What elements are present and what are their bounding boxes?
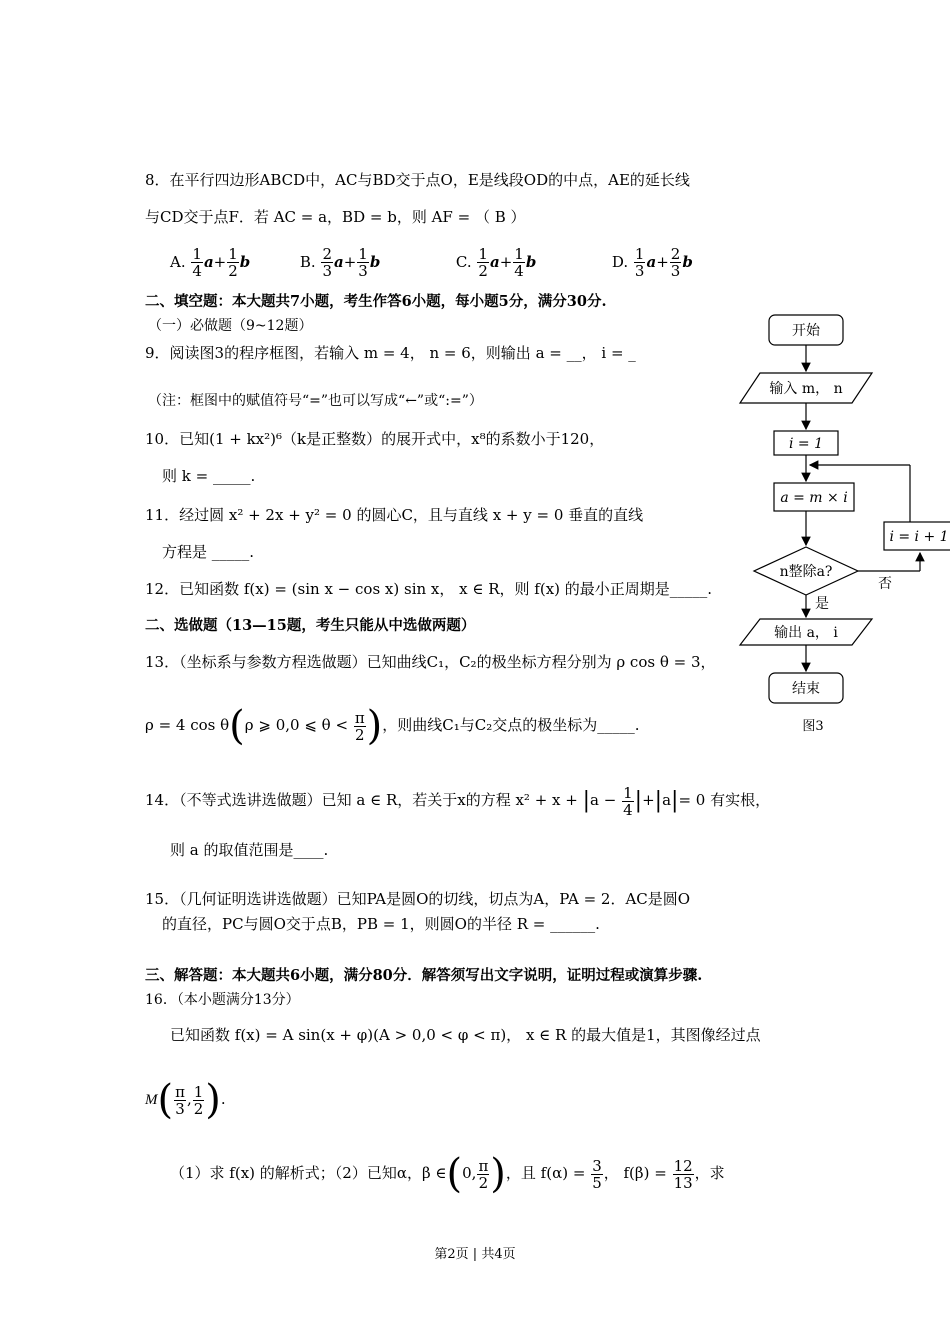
q8-line2 xyxy=(145,207,526,227)
section3-heading: 三、解答题：本大题共6小题，满分80分．解答须写出文字说明，证明过程或演算步骤. xyxy=(145,967,703,984)
q16-point-m: M( $\frac{\pi}{3}$ , $\frac{1}{2}$ ). xyxy=(145,1077,226,1123)
q16-line1: 已知函数 f(x) = A sin(x + φ)(A > 0,0 < φ < π)， x ∈ R 的最大值是1，其图像经过点 xyxy=(170,1026,761,1044)
q8-line1: 8．在平行四边形ABCD中，AC与BD交于点O，E是线段OD的中点，AE的延长线 xyxy=(145,171,690,189)
option-a: A. $\frac{1}{4}$ a+ $\frac{1}{2}$ b xyxy=(170,245,251,280)
q14-line2: 则 a 的取值范围是____. xyxy=(170,841,329,859)
q8-options xyxy=(170,246,693,279)
q16-parts: （1）求 f(x) 的解析式；（2）已知α，β ∈(0, $\frac{\pi}{2}$ )，且 f(α) = $\frac{3}{5}$ ， f(β) = $\frac{12}{13}$ ，求 xyxy=(170,1151,725,1197)
section2b-heading: 二、选做题（13—15题，考生只能从中选做两题） xyxy=(145,617,476,634)
q8-vectors: AC = a，BD = b，则 AF = xyxy=(273,208,471,226)
flow-output-label: 输出 a， i xyxy=(774,625,838,641)
q8-answer: （ B ） xyxy=(474,208,526,226)
q8-line2-pre: 与CD交于点F．若 xyxy=(145,208,269,226)
section2-heading: 二、填空题：本大题共7小题，考生作答6小题，每小题5分，满分30分. xyxy=(145,293,607,310)
q9-text: 9．阅读图3的程序框图，若输入 m = 4， n = 6，则输出 a = __， i = _ xyxy=(145,344,636,362)
flow-start-label: 开始 xyxy=(792,323,820,339)
q16-title: 16．（本小题满分13分） xyxy=(145,992,300,1008)
flow-init-label: i = 1 xyxy=(788,436,824,452)
q14-line1: 14．（不等式选讲选做题）已知 a ∈ R，若关于x的方程 x² + x + |a − $\frac{1}{4}$ |+|a|= 0 有实根， xyxy=(145,783,771,819)
q12-text: 12．已知函数 f(x) = (sin x − cos x) sin x， x ∈ R，则 f(x) 的最小正周期是_____. xyxy=(145,580,713,598)
figure-caption: 图3 xyxy=(802,719,824,734)
q11-line1: 11．经过圆 x² + 2x + y² = 0 的圆心C，且与直线 x + y = 0 垂直的直线 xyxy=(145,506,644,524)
q15-line2: 的直径，PC与圆O交于点B，PB = 1，则圆O的半径 R = ______. xyxy=(162,915,600,933)
flow-increment-label: i = i + 1 xyxy=(889,529,949,545)
q10-line2: 则 k = _____. xyxy=(162,467,256,485)
flowchart-figure3 xyxy=(730,305,950,749)
flow-assign-label: a = m × i xyxy=(780,490,848,506)
q13-line1: 13．（坐标系与参数方程选做题）已知曲线C₁，C₂的极坐标方程分别为 ρ cos θ = 3， xyxy=(145,653,716,671)
flow-yes-label: 是 xyxy=(815,596,829,612)
q11-line2: 方程是 _____. xyxy=(162,543,255,561)
q9-note: （注：框图中的赋值符号“=”也可以写成“←”或“:=”） xyxy=(148,393,483,409)
flow-input-label: 输入 m， n xyxy=(769,381,843,397)
q15-line1: 15．（几何证明选讲选做题）已知PA是圆O的切线，切点为A，PA = 2．AC是圆O xyxy=(145,890,691,908)
option-d: D. $\frac{1}{3}$ a+ $\frac{2}{3}$ b xyxy=(611,245,693,280)
q10-line1: 10．已知(1 + kx²)⁶（k是正整数）的展开式中，x⁸的系数小于120， xyxy=(145,430,605,448)
option-c: C. $\frac{1}{2}$ a+ $\frac{1}{4}$ b xyxy=(455,245,537,280)
flow-end-label: 结束 xyxy=(792,681,820,697)
section2-subheading: （一）必做题（9~12题） xyxy=(148,318,313,334)
flowchart-svg xyxy=(730,305,950,745)
option-b: B. $\frac{2}{3}$ a+ $\frac{1}{3}$ b xyxy=(299,245,381,280)
q13-line2: ρ = 4 cos θ(ρ ⩾ 0,0 ⩽ θ < $\frac{\pi}{2}$ )，则曲线C₁与C₂交点的极坐标为_____. xyxy=(145,703,640,749)
flow-no-label: 否 xyxy=(878,576,892,592)
page-footer: 第2页 | 共4页 xyxy=(434,1247,516,1262)
flow-condition-label: n整除a? xyxy=(779,564,833,580)
